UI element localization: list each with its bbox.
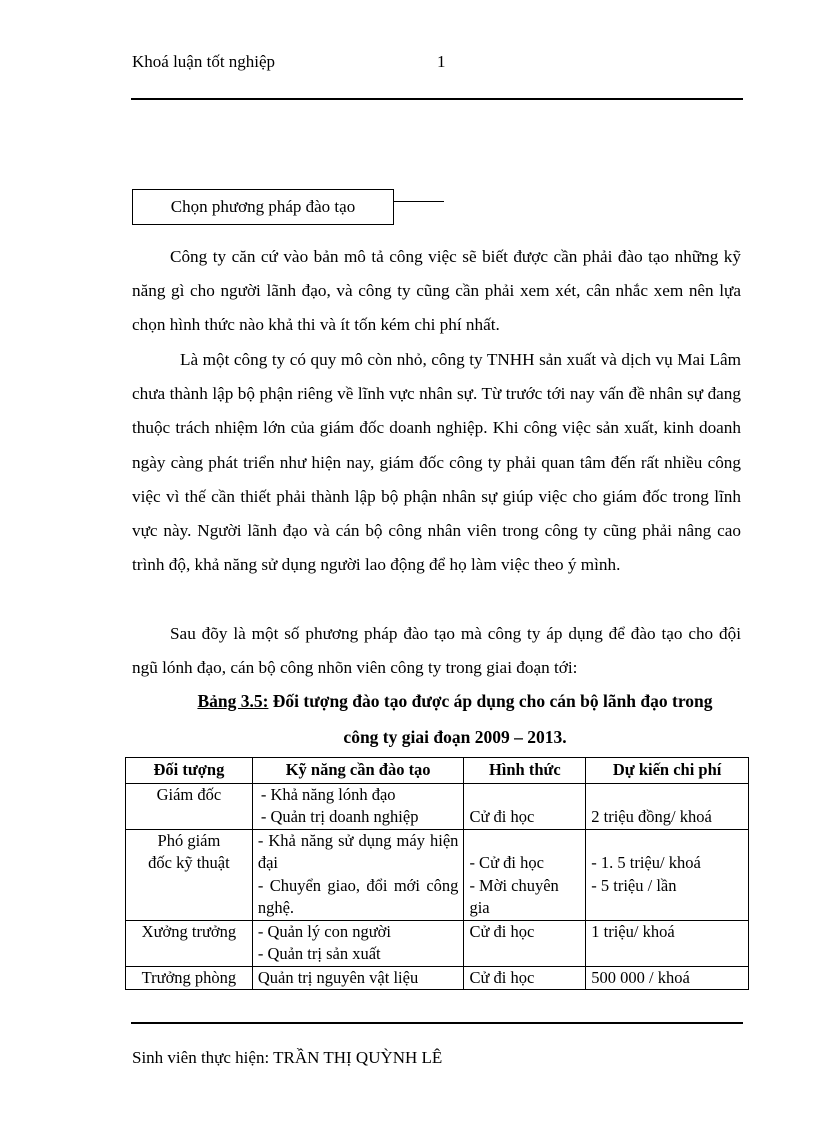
cell-subject <box>126 829 253 920</box>
table-row <box>126 966 749 990</box>
cell-subject-line: đốc kỹ thuật <box>148 853 230 872</box>
cell-form <box>464 783 586 829</box>
training-table <box>125 757 749 990</box>
section-heading-line <box>394 201 444 202</box>
col-header-cost: Dự kiến chi phí <box>586 758 749 784</box>
col-header-subject: Đối tượng <box>126 758 253 784</box>
cell-cost: 1 triệu/ khoá <box>586 920 749 966</box>
cell-cost: 500 000 / khoá <box>586 966 749 990</box>
cell-form: Cử đi học <box>464 966 586 990</box>
section-heading-box: Chọn phương pháp đào tạo <box>132 189 394 225</box>
cell-skill: Quản trị nguyên vật liệu <box>252 966 464 990</box>
table-row <box>126 829 749 920</box>
header-rule <box>131 98 743 100</box>
cell-form-line: - Mời chuyên gia <box>469 875 559 917</box>
cell-form <box>464 829 586 920</box>
cell-subject: Xưởng trưởng <box>126 920 253 966</box>
cell-subject-line: Phó giám <box>157 830 221 850</box>
cell-skill-line: - Quản trị doanh nghiệp <box>260 807 419 826</box>
cell-cost-line: 2 triệu đồng/ khoá <box>591 807 712 826</box>
cell-cost-line: - 5 triệu / lần <box>591 875 677 895</box>
cell-cost <box>586 829 749 920</box>
table-row <box>126 920 749 966</box>
table-header-row <box>126 758 749 784</box>
paragraph-3: Sau đõy là một số phương pháp đào tạo mà công ty áp dụng để đào tạo cho đội ngũ lónh đạo, cán bộ công nhõn viên công ty trong giai đoạn tới: <box>132 624 741 678</box>
paragraph-2: Là một công ty có quy mô còn nhỏ, công ty TNHH sản xuất và dịch vụ Mai Lâm chưa thành lập bộ phận riêng về lĩnh vực nhân sự. Từ trước tới nay vấn đề nhân sự đang thuộc trách nhiệm lớn của giám đốc doanh nghiệp. Khi công việc sản xuất, kinh doanh ngày càng phát triển như hiện nay, giám đốc công ty phải quan tâm đến rất nhiều công việc vì thế cần thiết phải thành lập bộ phận nhân sự giúp việc cho giám đốc trong lĩnh vực này. Người lãnh đạo và cán bộ công nhân viên trong công ty cũng phải nâng cao trình độ, khả năng sử dụng người lao động để họ làm việc theo ý mình. <box>132 350 741 575</box>
cell-subject: Trưởng phòng <box>126 966 253 990</box>
table-caption-label: Bảng 3.5: <box>197 691 269 711</box>
cell-skill-line: - Khả năng lónh đạo <box>260 784 396 804</box>
footer-label: Sinh viên thực hiện: <box>132 1048 270 1067</box>
cell-skill <box>252 783 464 829</box>
table-row <box>126 783 749 829</box>
cell-form-line: - Cử đi học <box>469 853 544 872</box>
cell-skill-line: - Quản lý con người <box>257 921 391 941</box>
table-caption-line-2: công ty giai đoạn 2009 – 2013. <box>343 727 567 747</box>
col-header-skill: Kỹ năng cần đào tạo <box>252 758 464 784</box>
cell-form: Cử đi học <box>464 920 586 966</box>
table-caption <box>132 686 778 716</box>
table-caption-text: Đối tượng đào tạo được áp dụng cho cán bộ lãnh đạo trong <box>268 691 713 711</box>
footer-author <box>132 1048 442 1068</box>
col-header-form: Hình thức <box>464 758 586 784</box>
page-number: 1 <box>437 52 446 71</box>
cell-form-line: Cử đi học <box>469 807 535 826</box>
cell-subject: Giám đốc <box>126 783 253 829</box>
cell-skill-line: - Quản trị sản xuất <box>257 944 381 963</box>
cell-skill-line: - Chuyển giao, đổi mới công nghệ. <box>257 875 459 917</box>
cell-skill-line: - Khả năng sử dụng máy hiện đại <box>257 830 459 872</box>
cell-skill <box>252 920 464 966</box>
cell-cost-line: - 1. 5 triệu/ khoá <box>591 853 701 872</box>
paragraph-1: Công ty căn cứ vào bản mô tả công việc sẽ biết được cần phải đào tạo những kỹ năng gì cho người lãnh đạo, và công ty cũng cần phải xem xét, cân nhắc xem nên lựa chọn hình thức nào khả thi và ít tốn kém chi phí nhất. <box>132 247 741 335</box>
footer-name: TRẦN THỊ QUỲNH LÊ <box>273 1048 443 1067</box>
cell-skill <box>252 829 464 920</box>
footer-rule <box>131 1022 743 1024</box>
running-header-title: Khoá luận tốt nghiệp <box>132 52 276 71</box>
cell-cost <box>586 783 749 829</box>
